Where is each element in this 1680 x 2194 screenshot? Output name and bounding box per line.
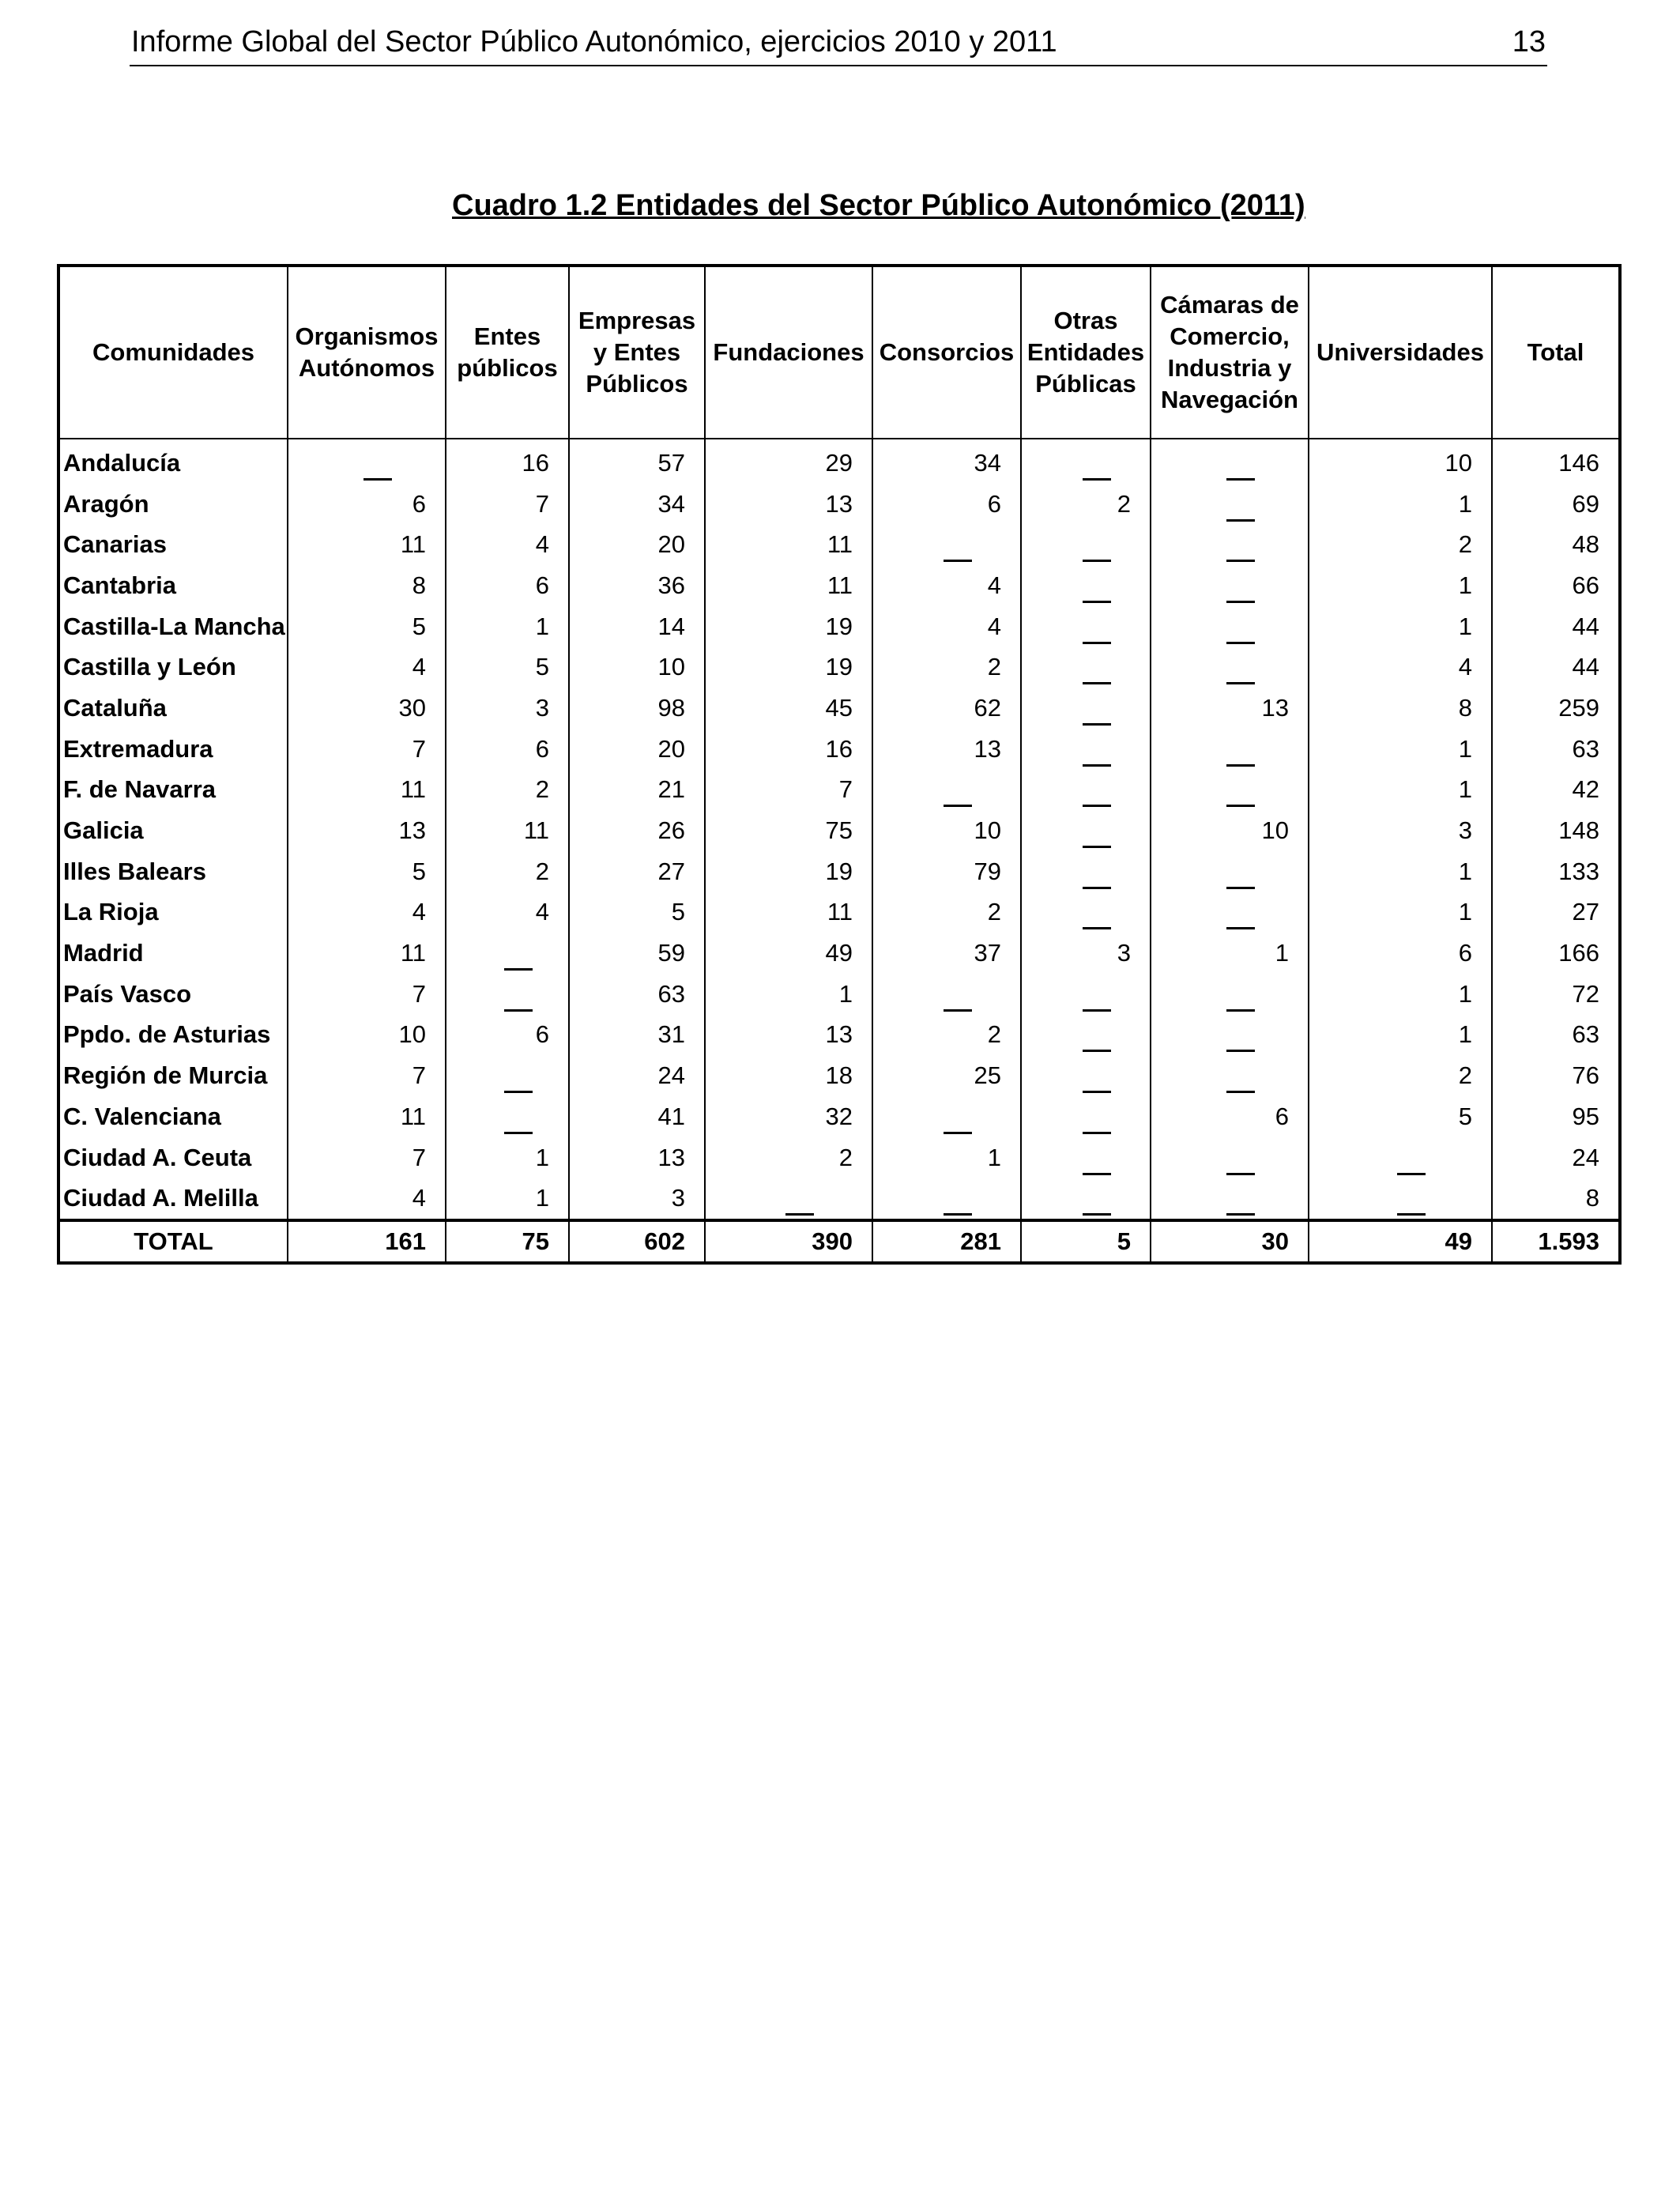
community-name: Cataluña <box>58 688 288 729</box>
community-name: F. de Navarra <box>58 770 288 811</box>
table-row <box>58 1055 1620 1096</box>
table-cell-value: 2 <box>872 647 1021 688</box>
table-cell-value: 2 <box>446 770 569 811</box>
table-cell-value: 2 <box>1309 1055 1492 1096</box>
table-cell-value: 7 <box>288 729 446 770</box>
dash-mark <box>1226 1050 1255 1052</box>
table-cell-value: 8 <box>1492 1178 1620 1220</box>
dash-mark <box>1083 1213 1111 1216</box>
empty-value-dash <box>1021 688 1151 729</box>
table-cell-value: 10 <box>872 810 1021 851</box>
page-header-title: Informe Global del Sector Público Autonómico, ejercicios 2010 y 2011 <box>131 25 1057 58</box>
empty-value-dash <box>1021 729 1151 770</box>
dash-mark <box>1083 1091 1111 1093</box>
empty-value-dash <box>1151 1015 1309 1056</box>
table-cell-value: 30 <box>288 688 446 729</box>
table-cell-value: 7 <box>288 1137 446 1178</box>
table-row <box>58 1178 1620 1220</box>
table-title: Cuadro 1.2 Entidades del Sector Público Autonómico (2011) <box>452 189 1305 222</box>
dash-mark <box>504 1132 533 1134</box>
table-cell-value: 1 <box>446 1178 569 1220</box>
table-cell-value: 42 <box>1492 770 1620 811</box>
table-cell-value: 32 <box>705 1096 872 1137</box>
table-cell-value: 1 <box>1309 565 1492 606</box>
table-cell-value: 6 <box>288 484 446 525</box>
empty-value-dash <box>1021 1055 1151 1096</box>
table-cell-value: 13 <box>569 1137 705 1178</box>
dash-mark <box>1083 642 1111 644</box>
empty-value-dash <box>288 439 446 484</box>
table-cell-value: 1 <box>446 1137 569 1178</box>
community-name: Illes Balears <box>58 851 288 892</box>
dash-mark <box>1083 1050 1111 1052</box>
table-cell-value: 11 <box>288 524 446 565</box>
table-cell-value: 48 <box>1492 524 1620 565</box>
empty-value-dash <box>872 770 1021 811</box>
table-cell-value: 13 <box>288 810 446 851</box>
dash-mark <box>1083 560 1111 562</box>
dash-mark <box>1226 519 1255 522</box>
table-cell-value: 26 <box>569 810 705 851</box>
table-cell-value: 133 <box>1492 851 1620 892</box>
empty-value-dash <box>1021 439 1151 484</box>
table-body <box>58 439 1620 1263</box>
community-name: Aragón <box>58 484 288 525</box>
community-name: Andalucía <box>58 439 288 484</box>
total-label: TOTAL <box>58 1220 288 1263</box>
table-cell-value: 11 <box>446 810 569 851</box>
table-cell-value: 19 <box>705 606 872 647</box>
table-cell-value: 1 <box>1309 1015 1492 1056</box>
table-cell-value: 5 <box>288 851 446 892</box>
table-cell-value: 6 <box>1151 1096 1309 1137</box>
column-header: Organismos Autónomos <box>288 266 446 439</box>
empty-value-dash <box>1021 565 1151 606</box>
empty-value-dash <box>1151 484 1309 525</box>
table-cell-value: 19 <box>705 647 872 688</box>
dash-mark <box>1083 927 1111 929</box>
dash-mark <box>1083 805 1111 807</box>
empty-value-dash <box>1021 974 1151 1015</box>
total-value: 602 <box>569 1220 705 1263</box>
table-row <box>58 1096 1620 1137</box>
table-cell-value: 4 <box>288 647 446 688</box>
table-cell-value: 18 <box>705 1055 872 1096</box>
table-cell-value: 8 <box>288 565 446 606</box>
entities-table <box>57 264 1622 1265</box>
page-number: 13 <box>1512 25 1546 58</box>
table-cell-value: 34 <box>872 439 1021 484</box>
table-row <box>58 565 1620 606</box>
table-cell-value: 2 <box>1021 484 1151 525</box>
dash-mark <box>944 1009 972 1012</box>
table-cell-value: 2 <box>446 851 569 892</box>
table-cell-value: 259 <box>1492 688 1620 729</box>
table-cell-value: 11 <box>288 770 446 811</box>
community-name: C. Valenciana <box>58 1096 288 1137</box>
table-row <box>58 484 1620 525</box>
community-name: Ciudad A. Melilla <box>58 1178 288 1220</box>
total-value: 49 <box>1309 1220 1492 1263</box>
empty-value-dash <box>1021 524 1151 565</box>
dash-mark <box>1226 682 1255 684</box>
table-cell-value: 1 <box>446 606 569 647</box>
table-cell-value: 63 <box>1492 729 1620 770</box>
dash-mark <box>1226 642 1255 644</box>
community-name: Castilla y León <box>58 647 288 688</box>
dash-mark <box>504 1091 533 1093</box>
table-cell-value: 10 <box>1151 810 1309 851</box>
table-cell-value: 4 <box>872 606 1021 647</box>
table-cell-value: 11 <box>288 933 446 974</box>
table-cell-value: 146 <box>1492 439 1620 484</box>
dash-mark <box>1083 723 1111 726</box>
dash-mark <box>944 1213 972 1216</box>
empty-value-dash <box>1021 1178 1151 1220</box>
empty-value-dash <box>446 974 569 1015</box>
table-cell-value: 1 <box>1309 770 1492 811</box>
table-row <box>58 810 1620 851</box>
table-cell-value: 45 <box>705 688 872 729</box>
table-row <box>58 933 1620 974</box>
dash-mark <box>1083 601 1111 603</box>
table-cell-value: 10 <box>288 1015 446 1056</box>
table-cell-value: 11 <box>705 524 872 565</box>
table-cell-value: 3 <box>569 1178 705 1220</box>
empty-value-dash <box>1151 729 1309 770</box>
empty-value-dash <box>1151 851 1309 892</box>
table-cell-value: 49 <box>705 933 872 974</box>
dash-mark <box>504 1009 533 1012</box>
empty-value-dash <box>1021 810 1151 851</box>
table-row <box>58 606 1620 647</box>
table-row <box>58 770 1620 811</box>
dash-mark <box>1083 846 1111 848</box>
table-cell-value: 13 <box>872 729 1021 770</box>
table-cell-value: 79 <box>872 851 1021 892</box>
table-cell-value: 34 <box>569 484 705 525</box>
dash-mark <box>1083 682 1111 684</box>
table-cell-value: 1 <box>705 974 872 1015</box>
total-row <box>58 1220 1620 1263</box>
column-header: Empresas y Entes Públicos <box>569 266 705 439</box>
table-cell-value: 1 <box>1309 851 1492 892</box>
empty-value-dash <box>872 1178 1021 1220</box>
table-cell-value: 57 <box>569 439 705 484</box>
table-cell-value: 98 <box>569 688 705 729</box>
table-cell-value: 10 <box>1309 439 1492 484</box>
table-row <box>58 974 1620 1015</box>
dash-mark <box>944 805 972 807</box>
empty-value-dash <box>1151 1178 1309 1220</box>
empty-value-dash <box>1021 851 1151 892</box>
table-cell-value: 62 <box>872 688 1021 729</box>
total-value: 75 <box>446 1220 569 1263</box>
empty-value-dash <box>1021 892 1151 933</box>
table-cell-value: 2 <box>872 1015 1021 1056</box>
table-cell-value: 3 <box>1021 933 1151 974</box>
community-name: La Rioja <box>58 892 288 933</box>
table-row <box>58 851 1620 892</box>
dash-mark <box>1226 927 1255 929</box>
table-row <box>58 439 1620 484</box>
empty-value-dash <box>1151 974 1309 1015</box>
table-cell-value: 16 <box>705 729 872 770</box>
table-cell-value: 14 <box>569 606 705 647</box>
community-name: Castilla-La Mancha <box>58 606 288 647</box>
table-cell-value: 25 <box>872 1055 1021 1096</box>
dash-mark <box>1083 1173 1111 1175</box>
column-header: Cámaras de Comercio, Industria y Navegación <box>1151 266 1309 439</box>
empty-value-dash <box>1021 1096 1151 1137</box>
column-header: Universidades <box>1309 266 1492 439</box>
table-cell-value: 11 <box>705 565 872 606</box>
table-cell-value: 63 <box>569 974 705 1015</box>
empty-value-dash <box>1021 647 1151 688</box>
table-row <box>58 892 1620 933</box>
community-name: Extremadura <box>58 729 288 770</box>
empty-value-dash <box>1151 439 1309 484</box>
table-cell-value: 44 <box>1492 606 1620 647</box>
empty-value-dash <box>1309 1137 1492 1178</box>
table-cell-value: 1 <box>872 1137 1021 1178</box>
dash-mark <box>1226 764 1255 767</box>
table-cell-value: 2 <box>705 1137 872 1178</box>
table-cell-value: 36 <box>569 565 705 606</box>
table-cell-value: 29 <box>705 439 872 484</box>
dash-mark <box>1083 887 1111 889</box>
table-cell-value: 24 <box>569 1055 705 1096</box>
dash-mark <box>1226 478 1255 481</box>
dash-mark <box>1226 805 1255 807</box>
table-cell-value: 2 <box>1309 524 1492 565</box>
page-header <box>130 21 1547 66</box>
table-cell-value: 69 <box>1492 484 1620 525</box>
table-cell-value: 37 <box>872 933 1021 974</box>
table-row <box>58 1137 1620 1178</box>
empty-value-dash <box>1151 565 1309 606</box>
dash-mark <box>944 1132 972 1134</box>
table-cell-value: 1 <box>1309 729 1492 770</box>
table-cell-value: 5 <box>446 647 569 688</box>
table-cell-value: 5 <box>1309 1096 1492 1137</box>
table-cell-value: 4 <box>446 524 569 565</box>
table-cell-value: 11 <box>705 892 872 933</box>
table-cell-value: 4 <box>1309 647 1492 688</box>
empty-value-dash <box>446 1055 569 1096</box>
table-row <box>58 1015 1620 1056</box>
table-row <box>58 688 1620 729</box>
table-cell-value: 75 <box>705 810 872 851</box>
table-cell-value: 10 <box>569 647 705 688</box>
column-header: Consorcios <box>872 266 1021 439</box>
table-cell-value: 1 <box>1309 892 1492 933</box>
table-cell-value: 166 <box>1492 933 1620 974</box>
table-cell-value: 4 <box>288 1178 446 1220</box>
total-value: 30 <box>1151 1220 1309 1263</box>
table-cell-value: 21 <box>569 770 705 811</box>
empty-value-dash <box>1021 770 1151 811</box>
community-name: Región de Murcia <box>58 1055 288 1096</box>
table-cell-value: 5 <box>569 892 705 933</box>
table-cell-value: 1 <box>1309 606 1492 647</box>
empty-value-dash <box>446 933 569 974</box>
empty-value-dash <box>446 1096 569 1137</box>
column-header: Otras Entidades Públicas <box>1021 266 1151 439</box>
table-cell-value: 95 <box>1492 1096 1620 1137</box>
table-cell-value: 44 <box>1492 647 1620 688</box>
dash-mark <box>1226 601 1255 603</box>
community-name: Madrid <box>58 933 288 974</box>
total-value: 281 <box>872 1220 1021 1263</box>
table-cell-value: 3 <box>1309 810 1492 851</box>
table-cell-value: 11 <box>288 1096 446 1137</box>
total-value: 1.593 <box>1492 1220 1620 1263</box>
empty-value-dash <box>872 974 1021 1015</box>
table-cell-value: 6 <box>446 1015 569 1056</box>
dash-mark <box>1083 1132 1111 1134</box>
table-cell-value: 31 <box>569 1015 705 1056</box>
column-header: Comunidades <box>58 266 288 439</box>
empty-value-dash <box>1309 1178 1492 1220</box>
table-cell-value: 59 <box>569 933 705 974</box>
dash-mark <box>363 478 392 481</box>
table-cell-value: 7 <box>705 770 872 811</box>
table-cell-value: 20 <box>569 729 705 770</box>
table-cell-value: 8 <box>1309 688 1492 729</box>
table-cell-value: 7 <box>288 974 446 1015</box>
empty-value-dash <box>1151 606 1309 647</box>
table-cell-value: 5 <box>288 606 446 647</box>
community-name: Galicia <box>58 810 288 851</box>
table-row <box>58 729 1620 770</box>
total-value: 390 <box>705 1220 872 1263</box>
table-cell-value: 76 <box>1492 1055 1620 1096</box>
table-cell-value: 72 <box>1492 974 1620 1015</box>
empty-value-dash <box>1151 1137 1309 1178</box>
community-name: Canarias <box>58 524 288 565</box>
empty-value-dash <box>705 1178 872 1220</box>
empty-value-dash <box>1021 1015 1151 1056</box>
community-name: Ppdo. de Asturias <box>58 1015 288 1056</box>
table-cell-value: 19 <box>705 851 872 892</box>
table-row <box>58 524 1620 565</box>
table-row <box>58 647 1620 688</box>
table-cell-value: 7 <box>288 1055 446 1096</box>
table-cell-value: 4 <box>446 892 569 933</box>
dash-mark <box>1226 1009 1255 1012</box>
table-cell-value: 6 <box>446 729 569 770</box>
empty-value-dash <box>872 1096 1021 1137</box>
table-cell-value: 63 <box>1492 1015 1620 1056</box>
table-cell-value: 1 <box>1151 933 1309 974</box>
table-cell-value: 13 <box>1151 688 1309 729</box>
table-cell-value: 16 <box>446 439 569 484</box>
dash-mark <box>944 560 972 562</box>
table-cell-value: 6 <box>446 565 569 606</box>
empty-value-dash <box>872 524 1021 565</box>
dash-mark <box>1226 1091 1255 1093</box>
dash-mark <box>1397 1173 1426 1175</box>
table-cell-value: 24 <box>1492 1137 1620 1178</box>
table-cell-value: 4 <box>288 892 446 933</box>
empty-value-dash <box>1151 892 1309 933</box>
table-cell-value: 13 <box>705 484 872 525</box>
table-cell-value: 148 <box>1492 810 1620 851</box>
empty-value-dash <box>1151 1055 1309 1096</box>
dash-mark <box>1083 1009 1111 1012</box>
dash-mark <box>1083 764 1111 767</box>
table-cell-value: 1 <box>1309 974 1492 1015</box>
dash-mark <box>1226 1173 1255 1175</box>
table-cell-value: 27 <box>569 851 705 892</box>
community-name: Ciudad A. Ceuta <box>58 1137 288 1178</box>
table-cell-value: 20 <box>569 524 705 565</box>
empty-value-dash <box>1021 606 1151 647</box>
dash-mark <box>1226 887 1255 889</box>
table-cell-value: 4 <box>872 565 1021 606</box>
table-cell-value: 7 <box>446 484 569 525</box>
dash-mark <box>785 1213 814 1216</box>
empty-value-dash <box>1151 647 1309 688</box>
table-cell-value: 2 <box>872 892 1021 933</box>
table-cell-value: 27 <box>1492 892 1620 933</box>
table-cell-value: 6 <box>872 484 1021 525</box>
dash-mark <box>1397 1213 1426 1216</box>
community-name: Cantabria <box>58 565 288 606</box>
table-cell-value: 41 <box>569 1096 705 1137</box>
empty-value-dash <box>1021 1137 1151 1178</box>
column-header: Fundaciones <box>705 266 872 439</box>
dash-mark <box>504 968 533 971</box>
table-cell-value: 1 <box>1309 484 1492 525</box>
table-cell-value: 13 <box>705 1015 872 1056</box>
dash-mark <box>1226 560 1255 562</box>
column-header: Total <box>1492 266 1620 439</box>
table-cell-value: 6 <box>1309 933 1492 974</box>
column-header: Entes públicos <box>446 266 569 439</box>
total-value: 5 <box>1021 1220 1151 1263</box>
empty-value-dash <box>1151 524 1309 565</box>
table-cell-value: 66 <box>1492 565 1620 606</box>
table-header-row <box>58 266 1620 439</box>
table-cell-value: 3 <box>446 688 569 729</box>
community-name: País Vasco <box>58 974 288 1015</box>
dash-mark <box>1083 478 1111 481</box>
total-value: 161 <box>288 1220 446 1263</box>
empty-value-dash <box>1151 770 1309 811</box>
dash-mark <box>1226 1213 1255 1216</box>
